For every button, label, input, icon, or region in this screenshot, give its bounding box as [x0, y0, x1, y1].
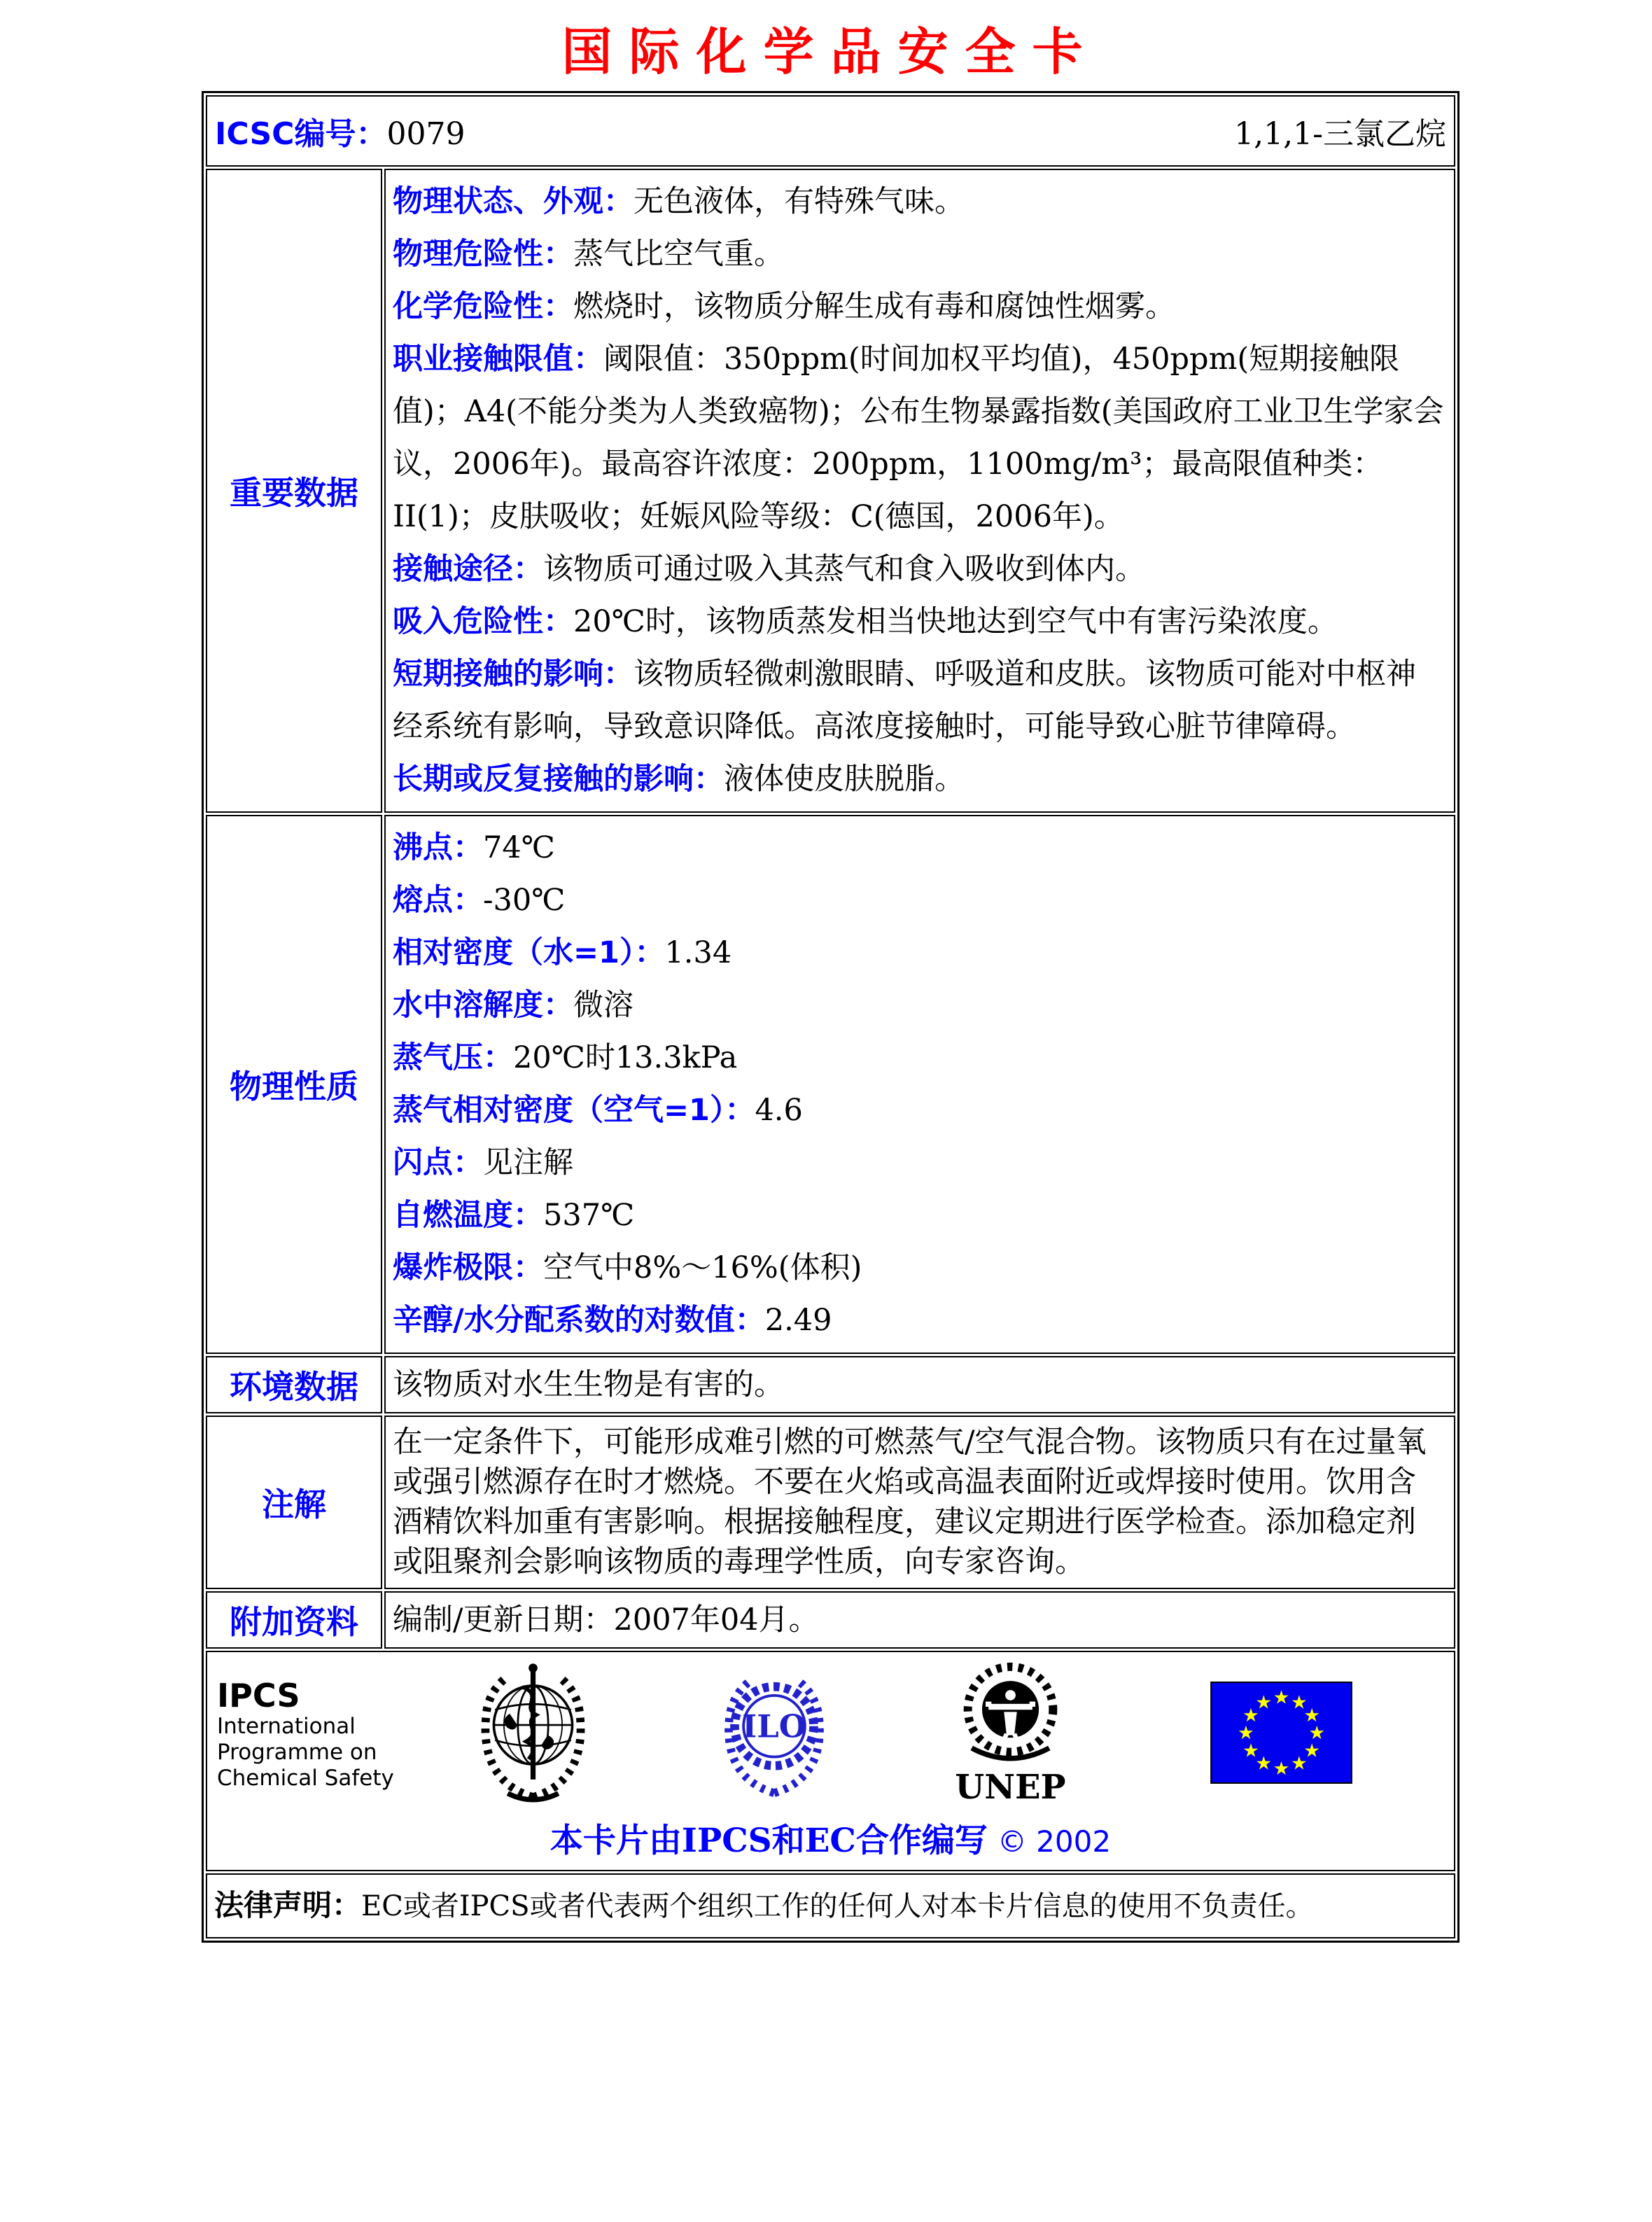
important-item: 短期接触的影响：该物质轻微刺激眼睛、呼吸道和皮肤。该物质可能对中枢神经系统有影响，导致意识降低。高浓度接触时，可能导致心脏节律障碍。	[393, 657, 1416, 744]
eu-star-icon: ★	[1237, 1723, 1254, 1745]
logos-row	[206, 1651, 1455, 1871]
important-item: 化学危险性：燃烧时，该物质分解生成有毒和腐蚀性烟雾。	[393, 289, 1175, 324]
header-cell	[206, 95, 1455, 167]
additional-info-label: 附加资料	[206, 1591, 382, 1649]
physical-item: 闪点：见注解	[393, 1145, 573, 1180]
caption-text: 本卡片由IPCS和EC合作编写	[550, 1822, 988, 1860]
ipcs-name-line1: International	[217, 1714, 356, 1739]
eu-star-icon: ★	[1308, 1723, 1326, 1745]
physical-item: 沸点：74℃	[393, 830, 555, 865]
ilo-logo-icon	[715, 1666, 833, 1799]
important-data-label: 重要数据	[206, 169, 382, 813]
icsc-card-table	[202, 91, 1460, 1943]
unep-logo-icon	[946, 1658, 1075, 1806]
who-logo-icon	[465, 1659, 601, 1805]
physical-item: 熔点：-30℃	[393, 883, 566, 918]
physical-item: 水中溶解度：微溶	[393, 988, 634, 1023]
ilo-logo-text: ILO	[742, 1707, 806, 1745]
notes-content	[384, 1416, 1455, 1589]
important-item: 物理危险性：蒸气比空气重。	[393, 237, 784, 272]
legal-text: EC或者IPCS或者代表两个组织工作的任何人对本卡片信息的使用不负责任。	[361, 1890, 1314, 1922]
additional-info-content: 编制/更新日期：2007年04月。	[384, 1591, 1455, 1649]
eu-star-icon: ★	[1291, 1692, 1308, 1714]
physical-properties-label: 物理性质	[206, 815, 382, 1354]
ipcs-name-line3: Chemical Safety	[217, 1766, 394, 1791]
environment-data-row	[206, 1356, 1455, 1413]
eu-star-icon: ★	[1273, 1758, 1290, 1780]
chemical-name: 1,1,1-三氯乙烷	[1234, 116, 1446, 152]
eu-star-icon: ★	[1255, 1753, 1272, 1775]
eu-star-icon: ★	[1291, 1753, 1308, 1775]
icsc-number-value: 0079	[386, 116, 465, 152]
physical-item: 辛醇/水分配系数的对数值：2.49	[393, 1303, 832, 1338]
logos-cell	[206, 1651, 1455, 1871]
legal-row	[206, 1873, 1455, 1938]
important-data-content	[384, 169, 1455, 813]
header-row	[206, 95, 1455, 167]
notes-text: 在一定条件下，可能形成难引燃的可燃蒸气/空气混合物。该物质只有在过量氧或强引燃源存在时才燃烧。不要在火焰或高温表面附近或焊接时使用。饮用含酒精饮料加重有害影响。根据接触程度，建议定期进行医学检查。添加稳定剂或阻聚剂会影响该物质的毒理学性质，向专家咨询。	[393, 1425, 1427, 1579]
physical-item: 自燃温度：537℃	[393, 1198, 635, 1233]
physical-item: 爆炸极限：空气中8%～16%(体积)	[393, 1250, 862, 1285]
cooperation-caption	[207, 1815, 1454, 1861]
logos-strip	[207, 1658, 1454, 1808]
legal-cell	[206, 1873, 1455, 1938]
ipcs-logo	[217, 1677, 394, 1791]
eu-flag-icon	[1210, 1682, 1353, 1784]
physical-properties-content	[384, 815, 1455, 1354]
page-title: 国际化学品安全卡	[561, 22, 1100, 81]
additional-info-row	[206, 1591, 1455, 1649]
eu-star-icon: ★	[1303, 1705, 1320, 1726]
important-data-row	[206, 169, 1455, 813]
physical-item: 蒸气相对密度（空气=1）：4.6	[393, 1093, 803, 1128]
physical-properties-row	[206, 815, 1455, 1354]
environment-data-content: 该物质对水生生物是有害的。	[384, 1356, 1455, 1413]
icsc-number-label: ICSC编号：	[215, 116, 387, 152]
important-item: 长期或反复接触的影响：液体使皮肤脱脂。	[393, 762, 965, 797]
important-item: 接触途径：该物质可通过吸入其蒸气和食入吸收到体内。	[393, 552, 1145, 587]
eu-star-icon: ★	[1255, 1692, 1272, 1714]
notes-label: 注解	[206, 1416, 382, 1589]
ipcs-acronym: IPCS	[217, 1677, 300, 1714]
eu-star-icon: ★	[1273, 1687, 1290, 1709]
important-item: 物理状态、外观：无色液体，有特殊气味。	[393, 184, 965, 219]
eu-star-icon: ★	[1242, 1705, 1259, 1726]
unep-logo-text: UNEP	[955, 1767, 1066, 1806]
eu-star-icon: ★	[1303, 1740, 1320, 1762]
environment-data-label: 环境数据	[206, 1356, 382, 1413]
important-item: 职业接触限值：阈限值：350ppm(时间加权平均值)，450ppm(短期接触限值)；A4(不能分类为人类致癌物)；公布生物暴露指数(美国政府工业卫生学家会议，2006年)。最高容许浓度：200ppm，1100mg/m³；最高限值种类：II(1)；皮肤吸收；妊娠风险等级：C(德国，2006年)。	[393, 342, 1444, 534]
important-item: 吸入危险性：20℃时，该物质蒸发相当快地达到空气中有害污染浓度。	[393, 604, 1338, 639]
physical-item: 蒸气压：20℃时13.3kPa	[393, 1040, 738, 1075]
notes-row	[206, 1416, 1455, 1589]
icsc-number	[215, 109, 465, 153]
legal-label: 法律声明：	[214, 1888, 362, 1922]
caption-copyright: © 2002	[997, 1824, 1112, 1859]
physical-item: 相对密度（水=1）：1.34	[393, 935, 732, 970]
ipcs-name-line2: Programme on	[217, 1740, 377, 1765]
eu-star-icon: ★	[1242, 1740, 1259, 1762]
